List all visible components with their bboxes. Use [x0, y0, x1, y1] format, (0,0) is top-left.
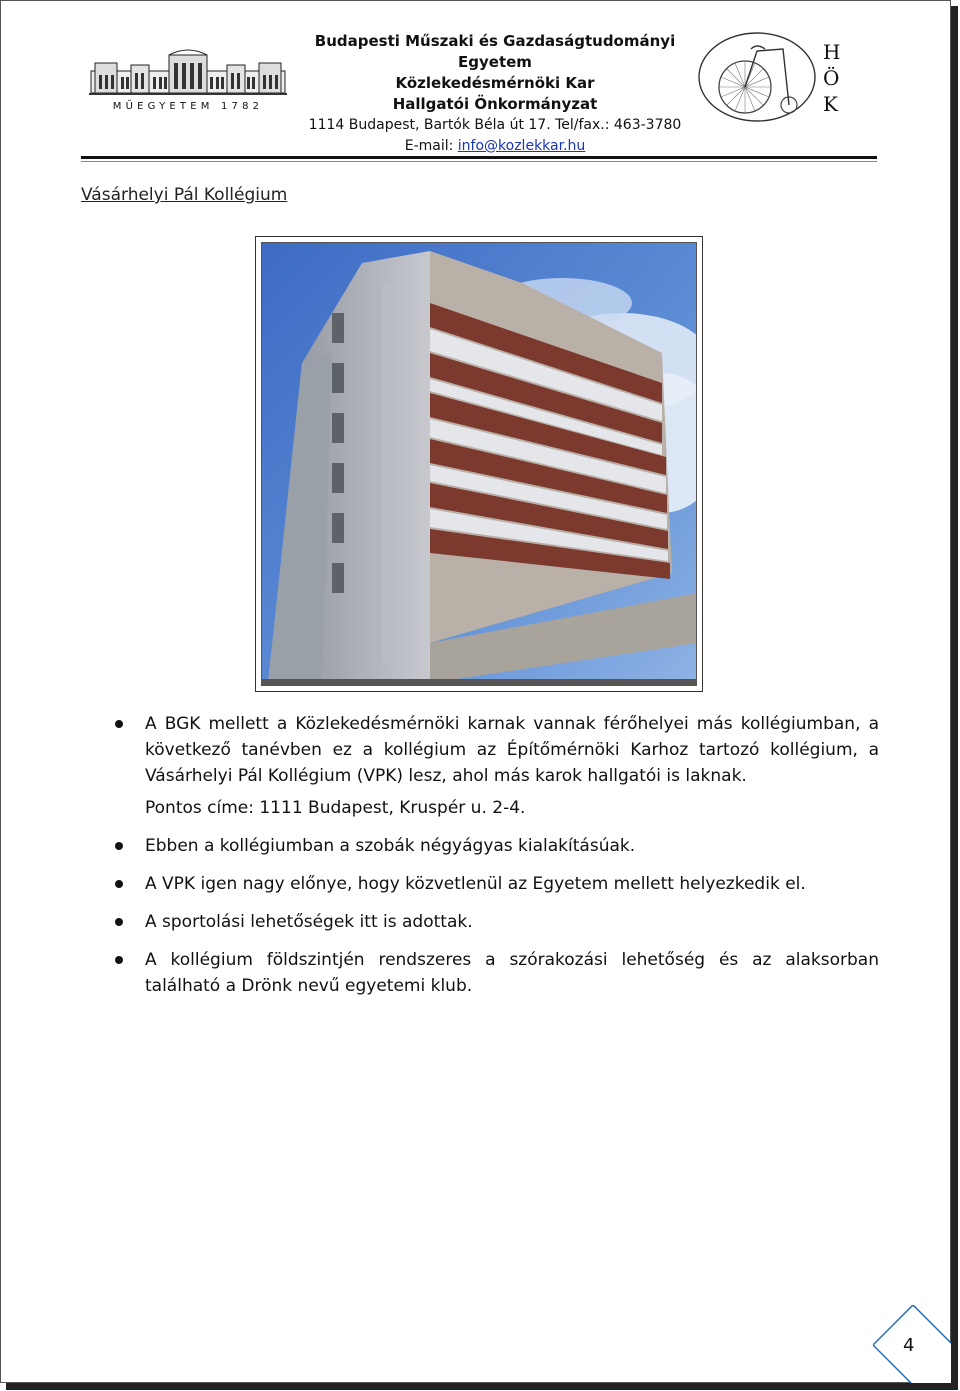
bullet-icon: [115, 918, 123, 926]
dormitory-building-image: [262, 243, 697, 686]
list-item: [109, 711, 879, 789]
hok-penny-farthing-logo: [697, 29, 879, 125]
page-number: 4: [903, 1335, 915, 1356]
email-link[interactable]: info@kozlekkar.hu: [457, 138, 586, 154]
contact-email-line: [297, 136, 693, 157]
dormitory-photo-frame: [255, 236, 703, 692]
hok-letter-h: H: [823, 40, 841, 64]
bullet-text: A VPK igen nagy előnye, hogy közvetlenül az Egyetem mellett helyezkedik el.: [145, 874, 806, 894]
bullet-text: A BGK mellett a Közlekedésmérnöki karnak vannak férőhelyei más kollégiumban, a következő tanévben ez a kollégium az Építőmérnöki Karhoz tartozó kollégium, a Vásárhelyi Pál Kollégium (VPK) lesz, ahol más karok hallgatói is laknak.: [145, 714, 879, 786]
bullet-icon: [115, 720, 123, 728]
bullet-list: [109, 833, 879, 999]
bullet-text: Ebben a kollégiumban a szobák négyágyas kialakításúak.: [145, 836, 636, 856]
bullet-text: A kollégium földszintjén rendszeres a szórakozási lehetőség és az alaksorban található a Drönk nevű egyetemi klub.: [145, 950, 879, 996]
page-shadow-right: [951, 6, 958, 1390]
list-item: [109, 833, 879, 859]
address-line: Pontos címe: 1111 Budapest, Kruspér u. 2-4.: [145, 798, 526, 818]
university-name: Budapesti Műszaki és Gazdaságtudományi Egyetem: [314, 32, 676, 71]
header-divider-thin: [81, 161, 877, 162]
contact-address: 1114 Budapest, Bartók Béla út 17. Tel/fax.: 463-3780: [308, 117, 682, 133]
page-title: Vásárhelyi Pál Kollégium: [81, 185, 288, 205]
list-item: [109, 947, 879, 999]
letterhead-text: [297, 31, 693, 157]
list-item: [109, 909, 879, 935]
hok-letter-o: Ö: [823, 66, 840, 90]
student-union-name: Hallgatói Önkormányzat: [392, 95, 598, 113]
crest-caption: MŰEGYETEM 1782: [112, 101, 264, 112]
faculty-name: Közlekedésmérnöki Kar: [395, 74, 595, 92]
bullet-icon: [115, 956, 123, 964]
bullet-icon: [115, 880, 123, 888]
page-shadow-bottom: [6, 1383, 958, 1390]
bullet-icon: [115, 842, 123, 850]
bullet-text: A sportolási lehetőségek itt is adottak.: [145, 912, 473, 932]
body-content: [109, 711, 879, 1011]
email-label: E-mail:: [404, 138, 458, 154]
list-item: [109, 871, 879, 897]
dormitory-photo: [261, 242, 697, 686]
bullet-list: [109, 711, 879, 789]
university-crest-logo: [85, 49, 291, 113]
header-divider: [81, 156, 877, 159]
hok-letter-k: K: [823, 92, 838, 116]
